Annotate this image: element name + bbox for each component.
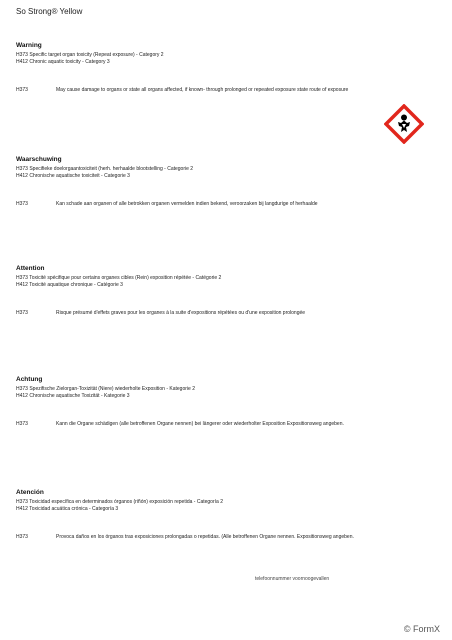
emergency-phone-note: telefoonnummer voornoogevallen	[255, 576, 330, 582]
hazard-section-en	[16, 42, 436, 94]
statement-text: Kann die Organe schädigen (alle betroffenen Organe nennen) bei längerer oder wiederholter Exposition Expositionsweg angeben.	[56, 421, 344, 428]
signal-word: Atención	[16, 489, 44, 496]
brand-mark: © FormX	[403, 624, 440, 634]
classification-line: H412 Chronische aquatische Toxizität - Kategorie 3	[16, 392, 130, 399]
hazard-statement	[16, 534, 436, 541]
hazard-statement	[16, 201, 436, 208]
hazard-statement	[16, 421, 436, 428]
statement-code: H373	[16, 310, 28, 317]
hazard-statement	[16, 87, 436, 94]
signal-word: Attention	[16, 265, 45, 272]
classification-line: H412 Chronic aquatic toxicity - Category 3	[16, 58, 110, 65]
statement-text: Risque présumé d'effets graves pour les organes à la suite d'expositions répétées ou d'une exposition prolongée	[56, 310, 306, 317]
signal-word: Waarschuwing	[16, 156, 62, 163]
statement-code: H373	[16, 421, 28, 428]
statement-code: H373	[16, 534, 28, 541]
signal-word: Warning	[16, 42, 42, 49]
classification-line: H412 Chronische aquatische toxiciteit - Categorie 3	[16, 172, 130, 179]
hazard-section-es	[16, 489, 436, 541]
statement-text: May cause damage to organs or state all organs affected, if known- through prolonged or repeated exposure state route of exposure	[56, 87, 349, 94]
classification-line: H412 Toxicité aquatique chronique - Catégorie 3	[16, 281, 123, 288]
health-hazard-icon	[384, 104, 424, 144]
classification-line: H373 Toxicidad específica en determinados órganos (riñón) exposición repetida - Categoría 2	[16, 499, 223, 505]
classification-line: H373 Specifieke doelorgaantoxiciteit (herh. herhaalde blootstelling - Categorie 2	[16, 166, 194, 172]
classification-line: H373 Toxicité spécifique pour certains organes cibles (Rein) exposition répétée - Catégorie 2	[16, 275, 222, 281]
hazard-section-fr	[16, 265, 436, 317]
classification-line: H412 Toxicidad acuática crónica - Categoría 3	[16, 505, 119, 512]
statement-code: H373	[16, 201, 28, 208]
hazard-section-de	[16, 376, 436, 428]
hazard-section-nl	[16, 156, 436, 208]
document-title: So Strong® Yellow	[16, 7, 83, 16]
statement-text: Kan schade aan organen of alle betrokken organen vermelden indien bekend, veroorzaken bij langdurige of herhaalde	[56, 201, 318, 208]
statement-text: Provoca daños en los órganos tras exposiciones prolongadas o repetidas. (Alle betroffenen Organe nennen. Expositionsweg angeben.	[56, 534, 354, 541]
signal-word: Achtung	[16, 376, 43, 383]
statement-code: H373	[16, 87, 28, 94]
classification-line: H373 Spezifische Zielorgan-Toxizität (Niere) wiederholte Exposition - Kategorie 2	[16, 386, 195, 392]
hazard-statement	[16, 310, 436, 317]
classification-line: H373 Specific target organ toxicity (Repeat exposure) - Category 2	[16, 52, 164, 58]
